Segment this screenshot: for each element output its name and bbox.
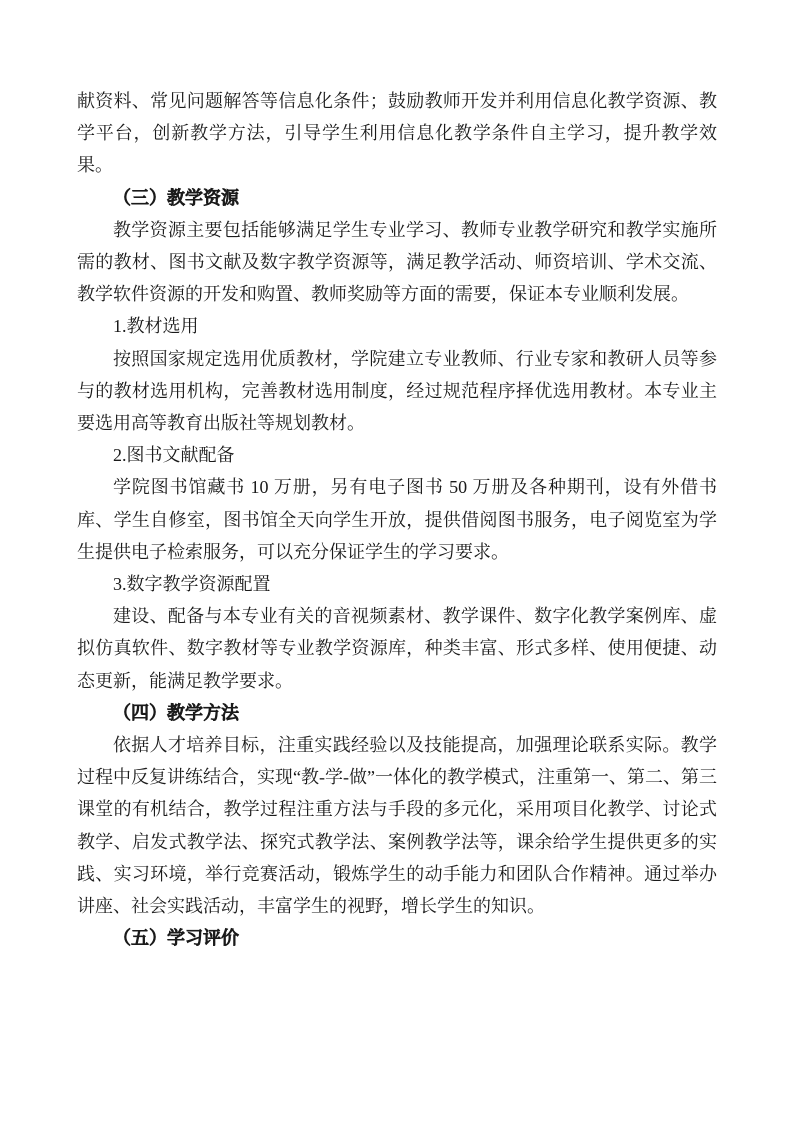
numbered-subheading-3-digital-resources: 3.数字教学资源配置 [113,574,271,595]
body-paragraph: 按照国家规定选用优质教材，学院建立专业教师、行业专家和教研人员等参与的教材选用机构，完善教材选用制度，经过规范程序择优选用教材。本专业主要选用高等教育出版社等规划教材。 [77,348,717,434]
numbered-subheading-2-library-literature: 2.图书文献配备 [113,445,235,466]
body-paragraph: 依据人才培养目标，注重实践经验以及技能提高，加强理论联系实际。教学过程中反复讲练结合，实现“教-学-做”一体化的教学模式，注重第一、第二、第三课堂的有机结合，教学过程注重方法与手段的多元化，采用项目化教学、讨论式教学、启发式教学法、探究式教学法、案例教学法等，课余给学生提供更多的实践、实习环境，举行竞赛活动，锻炼学生的动手能力和团队合作精神。通过举办讲座、社会实践活动，丰富学生的视野，增长学生的知识。 [77,735,717,917]
body-paragraph: 学院图书馆藏书 10 万册，另有电子图书 50 万册及各种期刊，设有外借书库、学生自修室，图书馆全天向学生开放，提供借阅图书服务，电子阅览室为学生提供电子检索服务，可以充分保证学生的学习要求。 [77,477,717,562]
body-paragraph-continued: 献资料、常见问题解答等信息化条件；鼓励教师开发并利用信息化教学资源、教学平台，创新教学方法，引导学生利用信息化教学条件自主学习，提升教学效果。 [77,91,717,176]
section-heading-5-learning-evaluation: （五）学习评价 [113,928,239,949]
document-body [77,85,717,954]
section-heading-3-teaching-resources: （三）教学资源 [113,187,239,208]
numbered-subheading-1-textbook-selection: 1.教材选用 [113,316,199,337]
body-paragraph: 教学资源主要包括能够满足学生专业学习、教师专业教学研究和教学实施所需的教材、图书文献及数字教学资源等，满足教学活动、师资培训、学术交流、教学软件资源的开发和购置、教师奖励等方面的需要，保证本专业顺利发展。 [77,219,717,305]
body-paragraph: 建设、配备与本专业有关的音视频素材、教学课件、数字化教学案例库、虚拟仿真软件、数字教材等专业教学资源库，种类丰富、形式多样、使用便捷、动态更新，能满足教学要求。 [77,606,717,691]
section-heading-4-teaching-methods: （四）教学方法 [113,702,239,723]
